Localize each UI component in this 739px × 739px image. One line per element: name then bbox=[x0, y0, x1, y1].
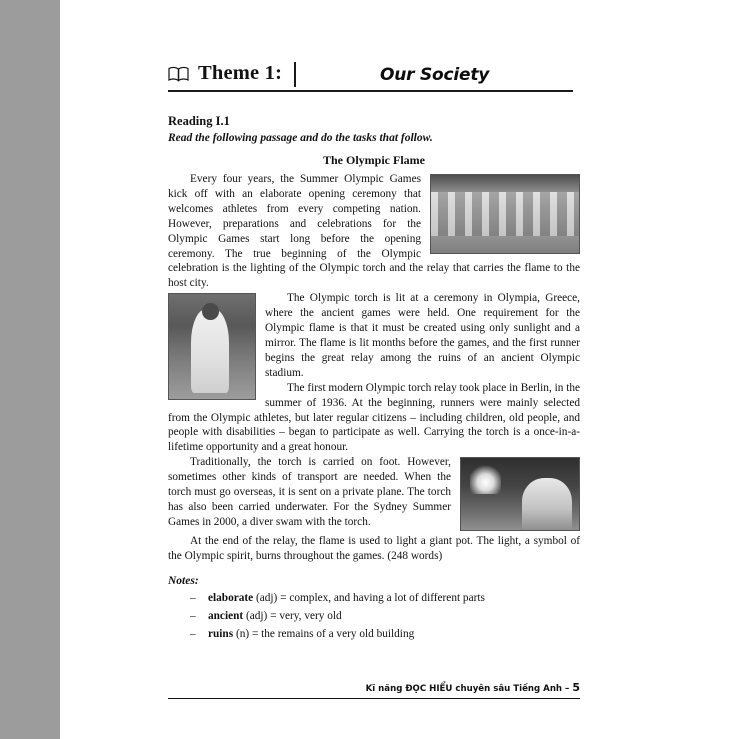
note-definition: (adj) = very, very old bbox=[243, 610, 342, 623]
footer-book-title: Kĩ năng ĐỌC HIỂU chuyên sâu Tiếng Anh – bbox=[365, 684, 573, 694]
note-term: ancient bbox=[208, 610, 244, 623]
note-dash: – bbox=[190, 610, 196, 623]
reading-instruction: Read the following passage and do the tasks that follow. bbox=[168, 132, 433, 144]
theme-header bbox=[168, 62, 573, 92]
open-book-icon bbox=[168, 66, 189, 82]
page-content bbox=[168, 62, 580, 646]
note-item bbox=[168, 592, 580, 604]
page-number: 5 bbox=[572, 681, 580, 694]
notes-label: Notes: bbox=[168, 575, 199, 588]
note-term: elaborate bbox=[208, 592, 254, 605]
theme-left-group bbox=[168, 62, 296, 87]
torch-runner-photo bbox=[168, 293, 256, 400]
olympic-ceremony-photo bbox=[430, 174, 580, 254]
passage-paragraph-5: At the end of the relay, the flame is used to light a giant pot. The light, a symbol of the Olympic spirit, burns throughout the games. (248 words) bbox=[168, 535, 580, 563]
passage-paragraph-3: The first modern Olympic torch relay took place in Berlin, in the summer of 1936. At the beginning, runners were mainly selected from the Olympic athletes, but later regular citizens – including children, old people, and people with disabilities – began to participate as well. Carrying the torch is a once-in-a-lifetime opportunity and a great honour. bbox=[168, 381, 581, 454]
torch-handover-photo bbox=[460, 457, 580, 531]
passage-paragraph-1: Every four years, the Summer Olympic Games kick off with an elaborate opening ceremony that welcomes athletes from every competing nation. However, preparations and celebrations for the Olympic Games start long before the opening ceremony. The true beginning of the Olympic celebration is the lighting of the Olympic torch and the relay that carries the flame to the host city. bbox=[168, 173, 580, 290]
note-dash: – bbox=[190, 592, 196, 605]
document-page bbox=[60, 0, 739, 739]
theme-label: Theme 1: bbox=[198, 62, 283, 84]
note-definition: (n) = the remains of a very old building bbox=[233, 628, 415, 641]
page-footer bbox=[168, 678, 580, 699]
passage-paragraph-2: The Olympic torch is lit at a ceremony in Olympia, Greece, where the ancient games were held. One requirement for the Olympic flame is that it must be created using only sunlight and a mirror. The flame is lit months before the games, and the first runner begins the great relay among the ruins of an ancient Olympic stadium. bbox=[265, 292, 580, 379]
reading-section-label: Reading I.1 bbox=[168, 114, 230, 128]
passage-title: The Olympic Flame bbox=[323, 153, 425, 167]
note-dash: – bbox=[190, 628, 196, 641]
note-definition: (adj) = complex, and having a lot of different parts bbox=[253, 592, 485, 605]
passage-paragraph-4: Traditionally, the torch is carried on foot. However, sometimes other kinds of transport are needed. When the torch must go overseas, it is sent on a private plane. The torch has also been carried underwater. For the Sydney Summer Games in 2000, a diver swam with the torch. bbox=[168, 456, 451, 528]
note-term: ruins bbox=[208, 628, 234, 641]
note-item bbox=[168, 610, 580, 622]
note-item bbox=[168, 628, 580, 640]
theme-name: Our Society bbox=[379, 65, 490, 85]
